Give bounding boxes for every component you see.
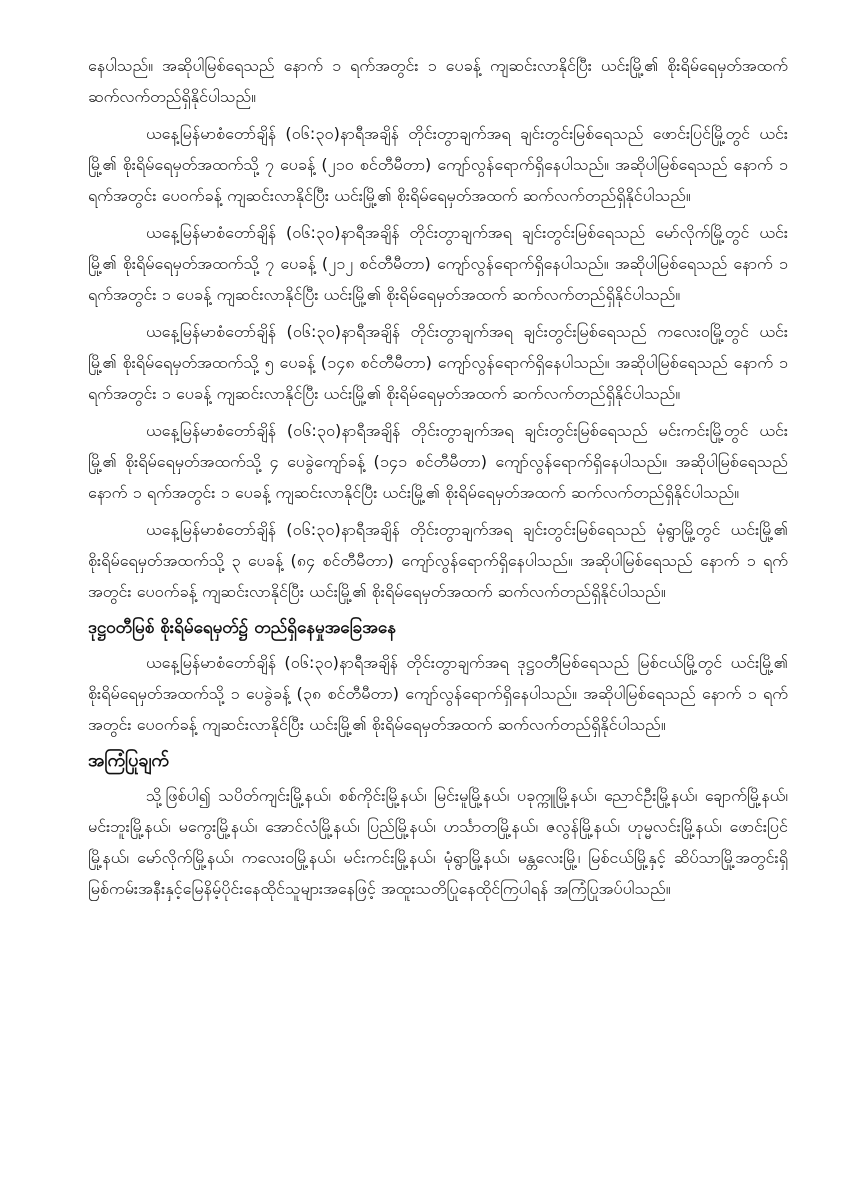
section-heading: ဒုဋ္ဌဝတီမြစ် စိုးရိမ်ရေမှတ်၌ တည်ရှိနေမှုအခြေအနေ xyxy=(88,618,396,638)
paragraph-kalewa: ယနေ့မြန်မာစံတော်ချိန် (၀၆:၃၀)နာရီအချိန် တိုင်းတွာချက်အရ ချင်းတွင်းမြစ်ရေသည် ကလေးဝမြို့တွင် ယင်းမြို့၏ စိုးရိမ်ရေမှတ်အထက်သို့ ၅ ပေခန့် (၁၄၈ စင်တီမီတာ) ကျော်လွန်ရောက်ရှိနေပါသည်။ အဆိုပါမြစ်ရေသည် နောက် ၁ ရက်အတွင်း ၁ ပေခန့် ကျဆင်းလာနိုင်ပြီး ယင်းမြို့၏ စိုးရိမ်ရေမှတ်အထက် ဆက်လက်တည်ရှိနိုင်ပါသည်။ xyxy=(88,322,788,403)
paragraph-continuation: နေပါသည်။ အဆိုပါမြစ်ရေသည် နောက် ၁ ရက်အတွင်း ၁ ပေခန့် ကျဆင်းလာနိုင်ပြီး ယင်းမြို့၏ စိုးရိမ်ရေမှတ်အထက် ဆက်လက်တည်ရှိနိုင်ပါသည်။ xyxy=(88,56,788,106)
advice-paragraph: သို့ဖြစ်ပါ၍ သပိတ်ကျင်းမြို့နယ်၊ စစ်ကိုင်းမြို့နယ်၊ မြင်းမူမြို့နယ်၊ ပခုက္ကူမြို့နယ်၊ ညောင်ဦးမြို့နယ်၊ ချောက်မြို့နယ်၊ မင်းဘူးမြို့နယ်၊ မကွေးမြို့နယ်၊ အောင်လံမြို့နယ်၊ ပြည်မြို့နယ်၊ ဟင်္သာတမြို့နယ်၊ ဇလွန်မြို့နယ်၊ ဟုမ္မလင်းမြို့နယ်၊ ဖောင်းပြင်မြို့နယ်၊ မော်လိုက်မြို့နယ်၊ ကလေးဝမြို့နယ်၊ မင်းကင်းမြို့နယ်၊ မုံရွာမြို့နယ်၊ မန္တလေးမြို့၊ မြစ်ငယ်မြို့နှင့် ဆိပ်သာမြို့အတွင်းရှိ မြစ်ကမ်းအနီးနှင့်မြေနိမ့်ပိုင်းနေထိုင်သူများအနေဖြင့် အထူးသတိပြုနေထိုင်ကြပါရန် အကြံပြုအပ်ပါသည်။ xyxy=(88,786,788,898)
paragraph-mingin: ယနေ့မြန်မာစံတော်ချိန် (၀၆:၃၀)နာရီအချိန် တိုင်းတွာချက်အရ ချင်းတွင်းမြစ်ရေသည် မင်းကင်းမြို့တွင် ယင်းမြို့၏ စိုးရိမ်ရေမှတ်အထက်သို့ ၄ ပေခွဲကျော်ခန့် (၁၄၁ စင်တီမီတာ) ကျော်လွန်ရောက်ရှိနေပါသည်။ အဆိုပါမြစ်ရေသည် နောက် ၁ ရက်အတွင်း ၁ ပေခန့် ကျဆင်းလာနိုင်ပြီး ယင်းမြို့၏ စိုးရိမ်ရေမှတ်အထက် ဆက်လက်တည်ရှိနိုင်ပါသည်။ xyxy=(88,421,788,502)
advice-heading: အကြံပြုချက် xyxy=(88,750,170,771)
document-page xyxy=(88,50,788,910)
paragraph-monywa: ယနေ့မြန်မာစံတော်ချိန် (၀၆:၃၀)နာရီအချိန် တိုင်းတွာချက်အရ ချင်းတွင်းမြစ်ရေသည် မုံရွာမြို့တွင် ယင်းမြို့၏ စိုးရိမ်ရေမှတ်အထက်သို့ ၃ ပေခန့် (၈၄ စင်တီမီတာ) ကျော်လွန်ရောက်ရှိနေပါသည်။ အဆိုပါမြစ်ရေသည် နောက် ၁ ရက်အတွင်း ပေ၀က်ခန့် ကျဆင်းလာနိုင်ပြီး ယင်းမြို့၏ စိုးရိမ်ရေမှတ်အထက် ဆက်လက်တည်ရှိနိုင်ပါသည်။ xyxy=(88,520,788,601)
paragraph-myitnge: ယနေ့မြန်မာစံတော်ချိန် (၀၆:၃၀)နာရီအချိန် တိုင်းတွာချက်အရ ဒုဋ္ဌဝတီမြစ်ရေသည် မြစ်ငယ်မြို့တွင် ယင်းမြို့၏ စိုးရိမ်ရေမှတ်အထက်သို့ ၁ ပေခွဲခန့် (၃၈ စင်တီမီတာ) ကျော်လွန်ရောက်ရှိနေပါသည်။ အဆိုပါမြစ်ရေသည် နောက် ၁ ရက်အတွင်း ပေ၀က်ခန့် ကျဆင်းလာနိုင်ပြီး ယင်းမြို့၏ စိုးရိမ်ရေမှတ်အထက် ဆက်လက်တည်ရှိနိုင်ပါသည်။ xyxy=(88,653,788,734)
paragraph-mawlaik: ယနေ့မြန်မာစံတော်ချိန် (၀၆:၃၀)နာရီအချိန် တိုင်းတွာချက်အရ ချင်းတွင်းမြစ်ရေသည် မော်လိုက်မြို့တွင် ယင်းမြို့၏ စိုးရိမ်ရေမှတ်အထက်သို့ ၇ ပေခန့် (၂၁၂ စင်တီမီတာ) ကျော်လွန်ရောက်ရှိနေပါသည်။ အဆိုပါမြစ်ရေသည် နောက် ၁ ရက်အတွင်း ၁ ပေခန့် ကျဆင်းလာနိုင်ပြီး ယင်းမြို့၏ စိုးရိမ်ရေမှတ်အထက် ဆက်လက်တည်ရှိနိုင်ပါသည်။ xyxy=(88,223,788,304)
paragraph-phaungpyin: ယနေ့မြန်မာစံတော်ချိန် (၀၆:၃၀)နာရီအချိန် တိုင်းတွာချက်အရ ချင်းတွင်းမြစ်ရေသည် ဖောင်းပြင်မြို့တွင် ယင်းမြို့၏ စိုးရိမ်ရေမှတ်အထက်သို့ ၇ ပေခန့် (၂၁၀ စင်တီမီတာ) ကျော်လွန်ရောက်ရှိနေပါသည်။ အဆိုပါမြစ်ရေသည် နောက် ၁ ရက်အတွင်း ပေ၀က်ခန့် ကျဆင်းလာနိုင်ပြီး ယင်းမြို့၏ စိုးရိမ်ရေမှတ်အထက် ဆက်လက်တည်ရှိနိုင်ပါသည်။ xyxy=(88,124,788,205)
